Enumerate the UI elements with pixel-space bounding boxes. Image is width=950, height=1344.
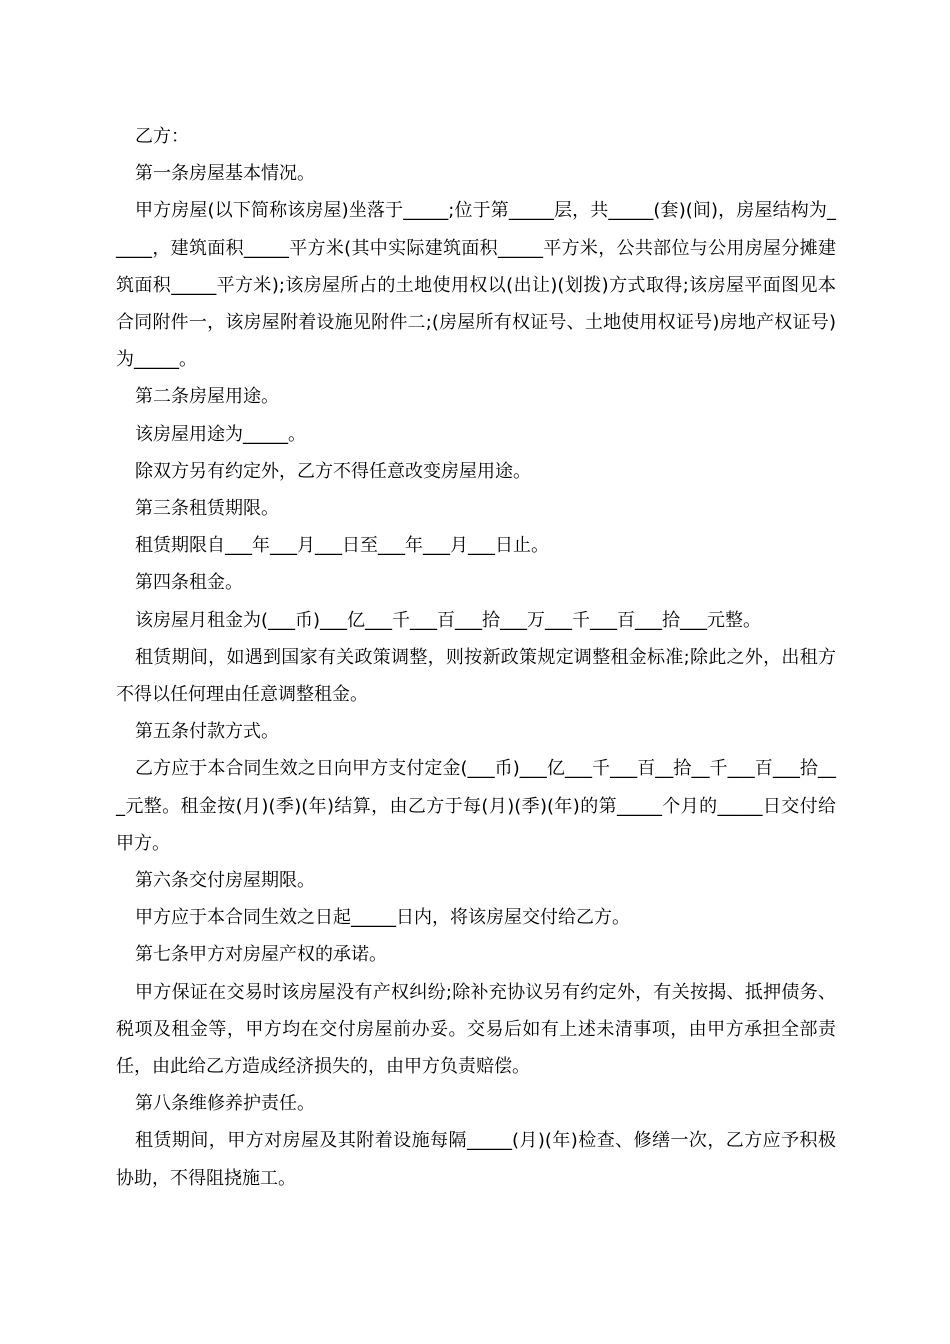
article-8-heading: 第八条维修养护责任。: [135, 1093, 315, 1115]
contract-body: [116, 118, 836, 1197]
article-1-heading: 第一条房屋基本情况。: [135, 163, 315, 185]
article-8-text: 租赁期间，甲方对房屋及其附着设施每隔_____(月)(年)检查、修缮一次，乙方应予积极协助，不得阻挠施工。: [116, 1130, 836, 1189]
article-6-heading: 第六条交付房屋期限。: [135, 870, 315, 892]
article-4-text-2: 租赁期间，如遇到国家有关政策调整，则按新政策规定调整租金标准;除此之外，出租方不得以任何理由任意调整租金。: [116, 646, 836, 706]
article-1-text: 甲方房屋(以下简称该房屋)坐落于_____;位于第_____层，共_____(套)(间)，房屋结构为_____，建筑面积_____平方米(其中实际建筑面积_____平方米，公共部位与公用房屋分摊建筑面积_____平方米);该房屋所占的土地使用权以(出让)(划拨)方式取得;该房屋平面图见本合同附件一，该房屋附着设施见附件二;(房屋所有权证号、土地使用权证号)房地产权证号)为_____。: [116, 200, 836, 371]
party-b-label: 乙方：: [135, 126, 189, 147]
article-5-text: 乙方应于本合同生效之日向甲方支付定金(___币)___亿___千___百__拾__千___百___拾___元整。租金按(月)(季)(年)结算，由乙方于每(月)(季)(年)的第_____个月的_____日交付给甲方。: [116, 758, 836, 854]
article-4-text-1: 该房屋月租金为(___币)___亿___千___百___拾___万___千___百___拾___元整。: [135, 609, 762, 631]
article-3-text: 租赁期限自___年___月___日至___年___月___日止。: [135, 535, 549, 557]
article-2-heading: 第二条房屋用途。: [135, 386, 279, 408]
article-5-heading: 第五条付款方式。: [135, 721, 279, 743]
article-3-heading: 第三条租赁期限。: [135, 498, 279, 520]
article-4-heading: 第四条租金。: [135, 572, 243, 594]
article-2-text-2: 除双方另有约定外，乙方不得任意改变房屋用途。: [135, 460, 531, 482]
article-7-text: 甲方保证在交易时该房屋没有产权纠纷;除补充协议另有约定外，有关按揭、抵押债务、税项及租金等，甲方均在交付房屋前办妥。交易后如有上述未清事项，由甲方承担全部责任，由此给乙方造成经济损失的，由甲方负责赔偿。: [116, 981, 836, 1078]
article-7-heading: 第七条甲方对房屋产权的承诺。: [135, 944, 387, 966]
article-6-text: 甲方应于本合同生效之日起_____日内，将该房屋交付给乙方。: [135, 907, 630, 929]
article-2-text-1: 该房屋用途为_____。: [135, 423, 306, 445]
